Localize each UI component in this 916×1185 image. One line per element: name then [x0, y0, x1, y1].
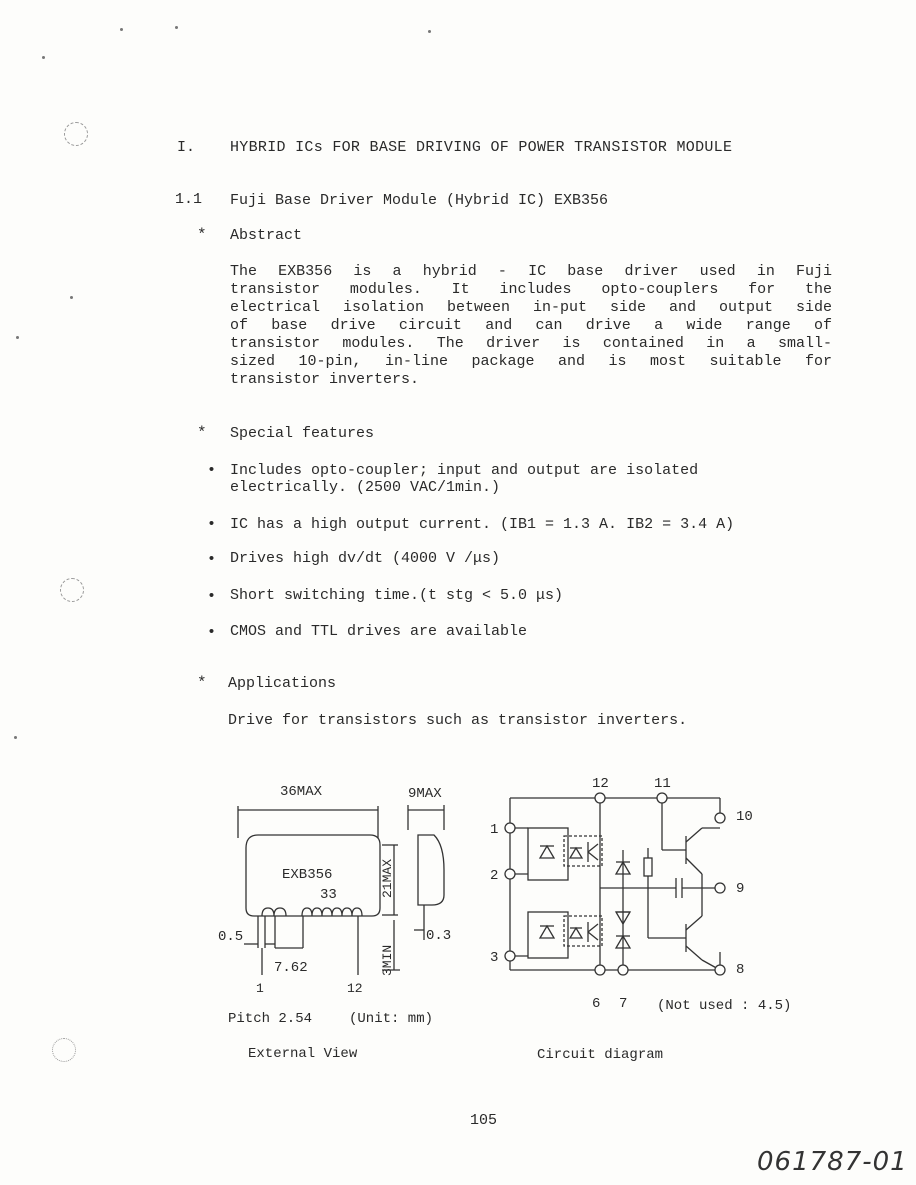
bullet-icon: • [207, 462, 217, 479]
pin-label-12: 12 [592, 776, 609, 792]
spacing-label: 7.62 [274, 960, 308, 976]
list-item: Short switching time.(t stg < 5.0 μs) [230, 587, 564, 604]
height-dimension-label: 21MAX [380, 858, 395, 898]
abstract-line: of base drive circuit and can drive a wide range of [230, 317, 832, 334]
punch-hole-mark [60, 578, 84, 602]
width-dimension-label: 36MAX [280, 784, 323, 800]
external-view-drawing [210, 770, 470, 1020]
handwritten-document-id: 061787-01 [757, 1147, 908, 1177]
page-number: 105 [470, 1112, 498, 1129]
bullet-icon: • [207, 588, 217, 605]
heading-number: I. [177, 139, 196, 156]
list-item: IC has a high output current. (IB1 = 1.3 A. IB2 = 3.4 A) [230, 516, 735, 533]
circuit-pin-labels [490, 776, 791, 1014]
scan-speck [14, 736, 17, 739]
pin-label-11: 11 [654, 776, 671, 792]
abstract-marker: * [197, 226, 207, 244]
section-title: Fuji Base Driver Module (Hybrid IC) EXB356 [230, 192, 609, 209]
bullet-icon: • [207, 551, 217, 568]
pin-label-2: 2 [490, 868, 499, 884]
applications-marker: * [197, 674, 207, 692]
external-view-labels [218, 784, 451, 996]
not-used-note: (Not used : 4.5) [657, 998, 792, 1014]
abstract-line: The EXB356 is a hybrid - IC base driver used in Fuji [230, 263, 832, 280]
bullet-icon: • [207, 516, 217, 533]
abstract-line: transistor inverters. [230, 371, 420, 388]
external-view-caption: External View [248, 1046, 358, 1062]
pin-label-10: 10 [736, 809, 753, 825]
punch-hole-mark [52, 1038, 76, 1062]
list-item: CMOS and TTL drives are available [230, 623, 528, 640]
circuit-diagram [480, 770, 810, 1020]
punch-hole-mark [64, 122, 88, 146]
abstract-line: electrical isolation between in-put side and output side [230, 299, 832, 316]
circuit-caption: Circuit diagram [537, 1047, 664, 1063]
pin-label-7: 7 [619, 996, 628, 1012]
bullet-icon: • [207, 624, 217, 641]
list-item: Drives high dv/dt (4000 V /μs) [230, 550, 501, 567]
pin-last-label: 12 [347, 981, 363, 996]
pin-label-9: 9 [736, 881, 745, 897]
depth-dimension-label: 9MAX [408, 786, 442, 802]
features-marker: * [197, 424, 207, 442]
scan-speck [428, 30, 431, 33]
abstract-line: transistor modules. It includes opto-couplers for the [230, 281, 832, 298]
scan-speck [70, 296, 73, 299]
features-label: Special features [230, 425, 375, 442]
abstract-line: sized 10-pin, in-line package and is most suitable for [230, 353, 832, 370]
pitch-label: Pitch 2.54 [228, 1011, 313, 1027]
scan-speck [16, 336, 19, 339]
section-number: 1.1 [175, 191, 203, 208]
scan-speck [42, 56, 45, 59]
scan-speck [120, 28, 123, 31]
pin-first-label: 1 [256, 981, 264, 996]
list-item: Includes opto-coupler; input and output are isolated [230, 462, 699, 479]
applications-label: Applications [228, 675, 337, 692]
applications-text: Drive for transistors such as transistor inverters. [228, 712, 688, 729]
left-gap-label: 0.5 [218, 929, 244, 945]
list-item-continuation: electrically. (2500 VAC/1min.) [230, 479, 501, 496]
right-gap-label: 0.3 [426, 928, 452, 944]
page-title: HYBRID ICs FOR BASE DRIVING OF POWER TRANSISTOR MODULE [230, 139, 733, 156]
pin-label-3: 3 [490, 950, 499, 966]
pin-label-6: 6 [592, 996, 601, 1012]
lead-length-label: 3MIN [380, 944, 395, 976]
pin-label-8: 8 [736, 962, 745, 978]
abstract-line: transistor modules. The driver is contained in a small- [230, 335, 832, 352]
unit-label: (Unit: mm) [349, 1011, 434, 1027]
part-code: 33 [320, 887, 337, 903]
abstract-label: Abstract [230, 227, 303, 244]
part-label: EXB356 [282, 867, 333, 883]
scan-speck [175, 26, 178, 29]
pin-label-1: 1 [490, 822, 499, 838]
